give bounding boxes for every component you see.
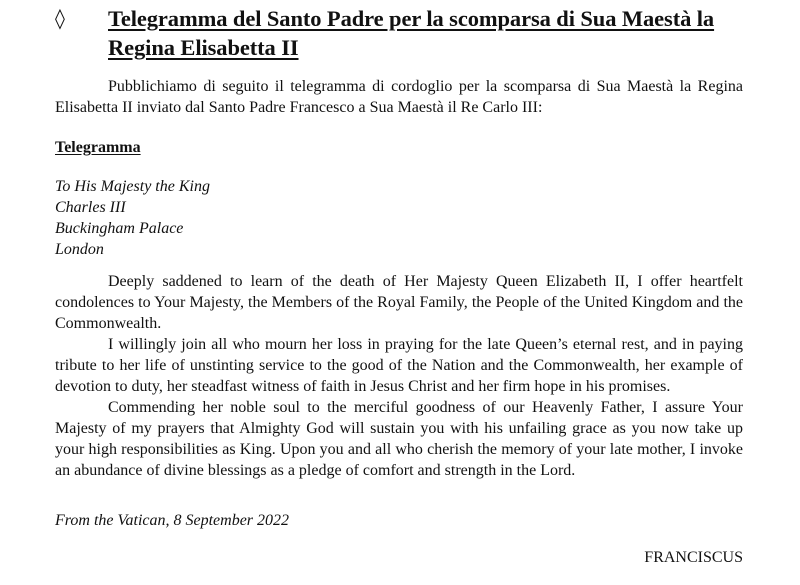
title-row bbox=[55, 4, 755, 62]
signoff: From the Vatican, 8 September 2022 bbox=[55, 512, 290, 529]
address-line: Buckingham Palace bbox=[55, 220, 184, 237]
body-paragraph: Commending her noble soul to the merciful goodness of our Heavenly Father, I assure Your Majesty of my prayers that Almighty God will sustain you with his unfailing grace as you now take up your high responsibilities as King. Upon you and all who cherish the memory of your late mother, I invoke an abundance of divine blessings as a pledge of comfort and strength in the Lord. bbox=[55, 399, 743, 479]
address-line: Charles III bbox=[55, 199, 126, 216]
page-title: Telegramma del Santo Padre per la scomparsa di Sua Maestà la Regina Elisabetta II bbox=[108, 6, 715, 60]
diamond-bullet-icon: ◊ bbox=[55, 6, 65, 30]
signature: FRANCISCUS bbox=[644, 549, 743, 566]
body-paragraph: I willingly join all who mourn her loss in praying for the late Queen’s eternal rest, and in paying tribute to her life of unstinting service to the good of the Nation and the Commonwealth, her example of devotion to duty, her steadfast witness of faith in Jesus Christ and her firm hope in his promises. bbox=[55, 336, 743, 395]
intro-paragraph: Pubblichiamo di seguito il telegramma di cordoglio per la scomparsa di Sua Maestà la Regina Elisabetta II inviato dal Santo Padre Francesco a Sua Maestà il Re Carlo III: bbox=[55, 78, 743, 116]
section-heading: Telegramma bbox=[55, 139, 141, 156]
address-line: To His Majesty the King bbox=[55, 178, 210, 195]
telegram-body bbox=[55, 271, 743, 481]
address-block bbox=[55, 176, 743, 260]
address-line: London bbox=[55, 241, 104, 258]
body-paragraph: Deeply saddened to learn of the death of Her Majesty Queen Elizabeth II, I offer heartfelt condolences to Your Majesty, the Members of the Royal Family, the People of the United Kingdom and the Commonwealth. bbox=[55, 273, 743, 332]
